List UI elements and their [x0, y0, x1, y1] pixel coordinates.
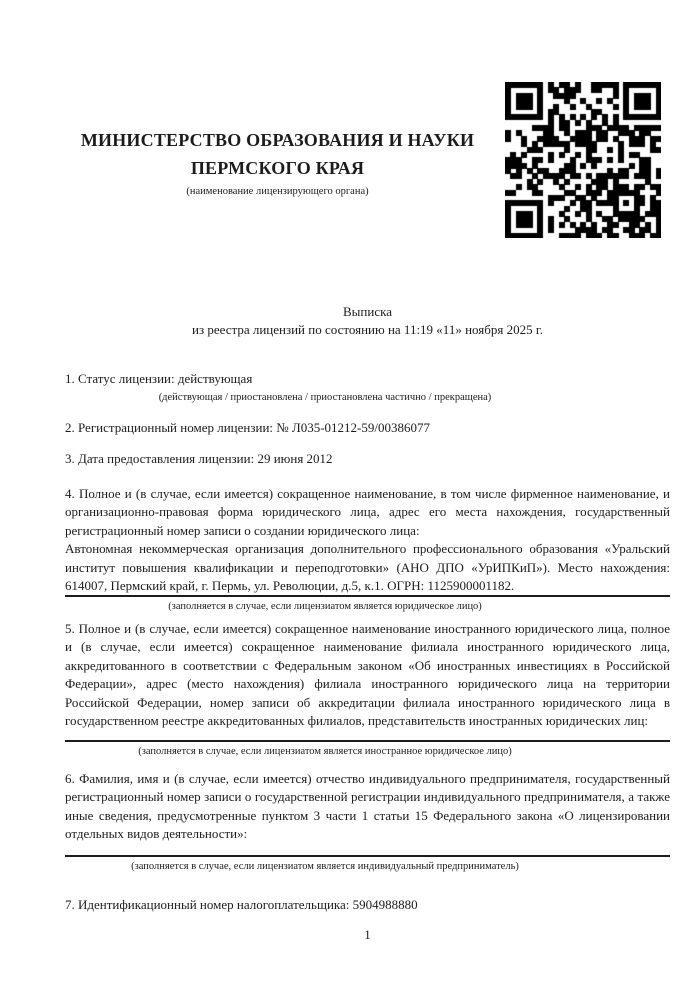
grant-date-text: 3. Дата предоставления лицензии: 29 июня 2012	[65, 451, 333, 466]
qr-code-icon	[505, 82, 661, 238]
section-registration-number	[65, 419, 670, 437]
section-individual-entrepreneur	[65, 770, 670, 873]
section-license-status	[65, 370, 670, 404]
document-title	[65, 303, 670, 340]
foreign-entity-note: (заполняется в случае, если лицензиатом является иностранное юридическое лицо)	[138, 746, 512, 758]
license-status-note: (действующая / приостановлена / приостановлена частично / прекращена)	[158, 392, 492, 404]
ministry-name-line1: МИНИСТЕРСТВО ОБРАЗОВАНИЯ И НАУКИ	[80, 130, 475, 150]
section-grant-date	[65, 450, 670, 468]
document-title-line2: из реестра лицензий по состоянию на 11:19 «11» ноября 2025 г.	[192, 322, 543, 338]
section-taxpayer-id	[65, 896, 670, 914]
foreign-entity-label: 5. Полное и (в случае, если имеется) сокращенное наименование иностранного юридического лица, полное и (в случае, если имеется) сокращенное наименование филиала иностранного юридического лица, аккредитованного в соответствии с Федеральным законом «Об иностранных инвестициях в Российской Федерации», адрес (место нахождения) филиала иностранного юридического лица на территории Российской Федерации, номер записи об аккредитации филиала иностранного юридического лица в государственном реестре аккредитованных филиалов, представительств иностранных юридических лиц:	[65, 621, 670, 729]
legal-entity-field	[65, 485, 670, 597]
license-status-text: 1. Статус лицензии: действующая	[65, 371, 253, 386]
registration-number-text: 2. Регистрационный номер лицензии: № Л035-01212-59/00386077	[65, 420, 431, 435]
document-title-line1: Выписка	[343, 304, 392, 319]
entrepreneur-blank-field	[65, 844, 670, 857]
licensing-authority-header	[65, 126, 490, 198]
taxpayer-id-text: 7. Идентификационный номер налогоплательщика: 5904988880	[65, 897, 418, 912]
ministry-caption: (наименование лицензирующего органа)	[186, 186, 369, 197]
page-number: 1	[364, 927, 371, 942]
legal-entity-value: Автономная некоммерческая организация дополнительного профессионального образования «Уральский институт повышения квалификации и переподготовки» (АНО ДПО «УрИПКиП»). Место нахождения: 614007, Пермский край, г. Пермь, ул. Революции, д.5, к.1. ОГРН: 1125900001182.	[65, 541, 670, 594]
ministry-name-line2: ПЕРМСКОГО КРАЯ	[190, 158, 365, 178]
section-foreign-entity	[65, 620, 670, 758]
foreign-entity-blank-field	[65, 730, 670, 742]
legal-entity-label: 4. Полное и (в случае, если имеется) сокращенное наименование, в том числе фирменное наименование, и организационно-правовая форма юридического лица, адрес его места нахождения, государственный регистрационный номер записи о создании юридического лица:	[65, 486, 670, 538]
entrepreneur-label: 6. Фамилия, имя и (в случае, если имеется) отчество индивидуального предпринимателя, государственный регистрационный номер записи о государственной регистрации индивидуального предпринимателя, а также иные сведения, предусмотренные пунктом 3 части 1 статьи 15 Федерального закона «О лицензировании отдельных видов деятельности»:	[65, 771, 670, 842]
legal-entity-note: (заполняется в случае, если лицензиатом является юридическое лицо)	[168, 601, 482, 613]
entrepreneur-note: (заполняется в случае, если лицензиатом является индивидуальный предприниматель)	[131, 860, 519, 872]
section-legal-entity	[65, 485, 670, 613]
